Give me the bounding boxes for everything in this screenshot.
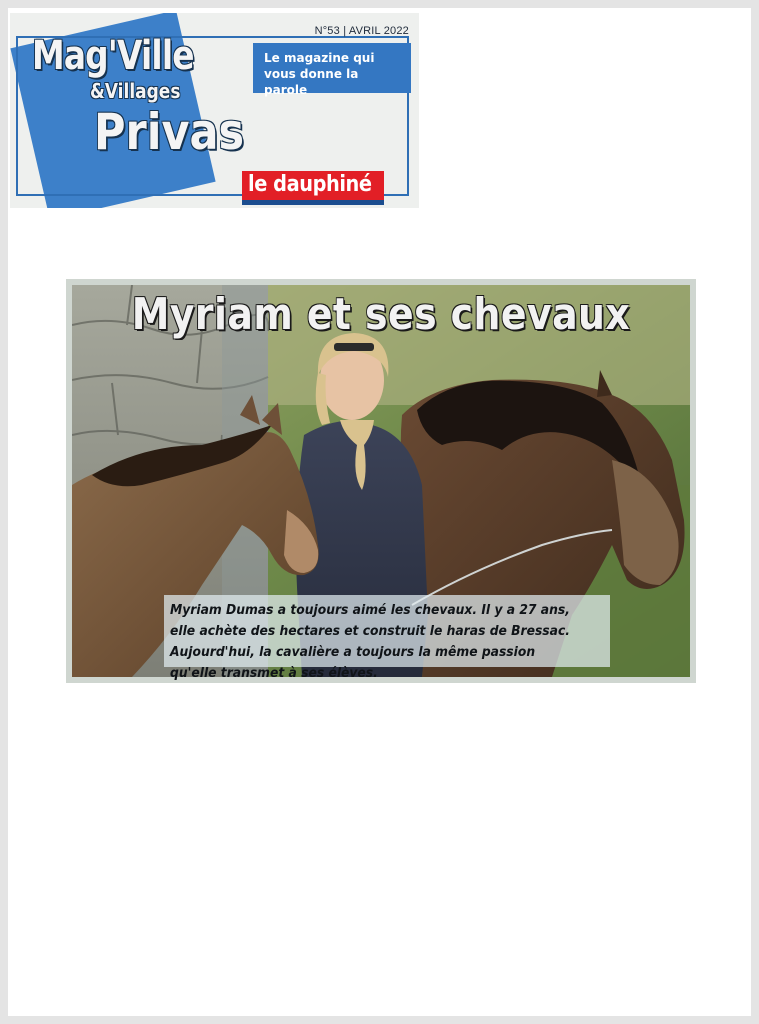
sunglasses-on-head [334, 343, 374, 351]
masthead-title-magville: Mag'Ville [32, 33, 194, 79]
article-caption: Myriam Dumas a toujours aimé les chevaux. Il y a 27 ans, elle achète des hectares et construit le haras de Bressac. Aujourd'hui, la cavalière a toujours la même passion qu'elle transmet à ses élèves. [170, 603, 570, 681]
logo-text: le dauphiné [248, 172, 372, 197]
magazine-masthead [10, 13, 419, 208]
article-clipping [66, 279, 696, 683]
masthead-title-villages: &Villages [90, 79, 181, 103]
issue-number: N°53 | AVRIL 2022 [314, 25, 409, 37]
masthead-title-privas: Privas [94, 103, 245, 161]
masthead-tagline: Le magazine qui vous donne la parole [264, 51, 375, 97]
article-headline: Myriam et ses chevaux [131, 289, 631, 340]
logo-blue-stripe [242, 200, 384, 205]
page [8, 8, 751, 1016]
